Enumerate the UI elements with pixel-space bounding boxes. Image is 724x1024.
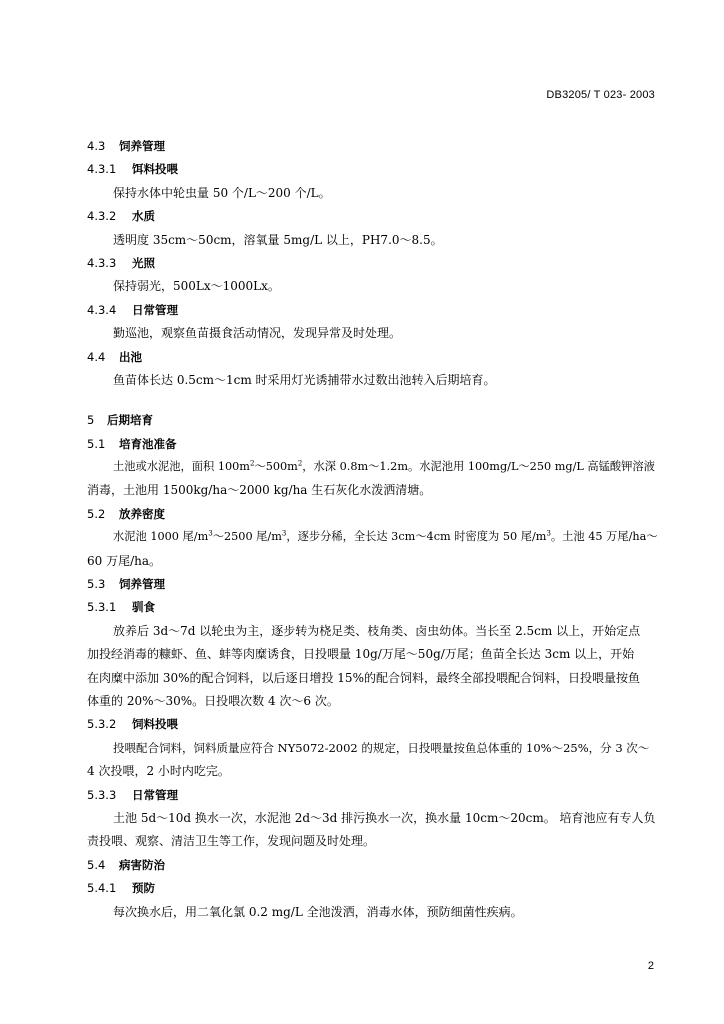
heading-5-3-1: 5.3.1 驯食 bbox=[87, 600, 155, 615]
document-body bbox=[87, 135, 657, 924]
paragraph: 保持弱光，500Lx～1000Lx。 bbox=[113, 279, 280, 294]
paragraph-line: 土池 5d～10d 换水一次，水泥池 2d～3d 排污换水一次，换水量 10cm～20cm。 培育池应有专人负 bbox=[113, 810, 656, 825]
paragraph-line: 消毒，土池用 1500kg/ha～2000 kg/ha 生石灰化水泼洒清塘。 bbox=[87, 483, 432, 498]
paragraph: 每次换水后，用二氧化氯 0.2 mg/L 全池泼洒，消毒水体，预防细菌性疾病。 bbox=[113, 904, 523, 919]
paragraph-line: 60 万尾/ha。 bbox=[87, 553, 162, 568]
paragraph-line: 4 次投喂，2 小时内吃完。 bbox=[87, 764, 230, 779]
heading-5-3-2: 5.3.2 饲料投喂 bbox=[87, 717, 178, 732]
heading-4-3: 4.3 饲养管理 bbox=[87, 139, 165, 153]
heading-4-3-3: 4.3.3 光照 bbox=[87, 255, 155, 270]
paragraph: 透明度 35cm～50cm，溶氧量 5mg/L 以上，PH7.0～8.5。 bbox=[113, 232, 443, 247]
paragraph-line: 投喂配合饲料，饲料质量应符合 NY5072-2002 的规定，日投喂量按鱼总体重的 10%～25%，分 3 次～ bbox=[113, 740, 650, 755]
heading-4-3-2: 4.3.2 水质 bbox=[87, 209, 155, 224]
paragraph-line: 加投经消毒的糠虾、鱼、蚌等肉糜诱食，日投喂量 10g/万尾～50g/万尾；鱼苗全长达 3cm 以上，开始 bbox=[87, 647, 635, 662]
document-code: DB3205/ T 023- 2003 bbox=[546, 89, 655, 101]
heading-4-3-4: 4.3.4 日常管理 bbox=[87, 302, 178, 317]
heading-4-3-1: 4.3.1 饵料投喂 bbox=[87, 162, 178, 177]
heading-5-4-1: 5.4.1 预防 bbox=[87, 881, 155, 896]
heading-5-3: 5.3 饲养管理 bbox=[87, 577, 165, 592]
paragraph-line: 放养后 3d～7d 以轮虫为主，逐步转为桡足类、枝角类、卤虫幼体。当长至 2.5cm 以上，开始定点 bbox=[113, 623, 641, 638]
heading-5-2: 5.2 放养密度 bbox=[87, 506, 165, 521]
paragraph-line: 体重的 20%～30%。日投喂次数 4 次～6 次。 bbox=[87, 693, 339, 708]
heading-5: 5 后期培育 bbox=[87, 413, 153, 428]
paragraph: 鱼苗体长达 0.5cm～1cm 时采用灯光诱捕带水过数出池转入后期培育。 bbox=[113, 372, 496, 387]
heading-5-4: 5.4 病害防治 bbox=[87, 857, 165, 872]
heading-4-4: 4.4 出池 bbox=[87, 349, 142, 364]
heading-5-1: 5.1 培育池准备 bbox=[87, 436, 177, 451]
paragraph-line: 责投喂、观察、清洁卫生等工作，发现问题及时处理。 bbox=[87, 834, 376, 849]
paragraph-line: 水泥池 1000 尾$/m^3\sim 2500$ 尾$/m^3$，逐步分稀，全长达 3cm～4cm 时密度为 50 尾$/m^3$。土池 45 万尾/ha～ bbox=[113, 529, 658, 544]
paragraph: 勤巡池，观察鱼苗摄食活动情况，发现异常及时处理。 bbox=[113, 326, 402, 341]
paragraph-line: 在肉糜中添加 30%的配合饲料，以后逐日增投 15%的配合饲料，最终全部投喂配合饲料，日投喂量按鱼 bbox=[87, 670, 640, 685]
paragraph-line: 土池或水泥池，面积 $100m^2\sim 500m^2$，水深 0.8m～1.2m。水泥池用 100mg/L～250 mg/L 高锰酸钾溶液 bbox=[113, 459, 655, 474]
page-number: 2 bbox=[647, 960, 654, 972]
paragraph: 保持水体中轮虫量 50 个/L～200 个/L。 bbox=[113, 185, 331, 200]
heading-5-3-3: 5.3.3 日常管理 bbox=[87, 787, 178, 802]
